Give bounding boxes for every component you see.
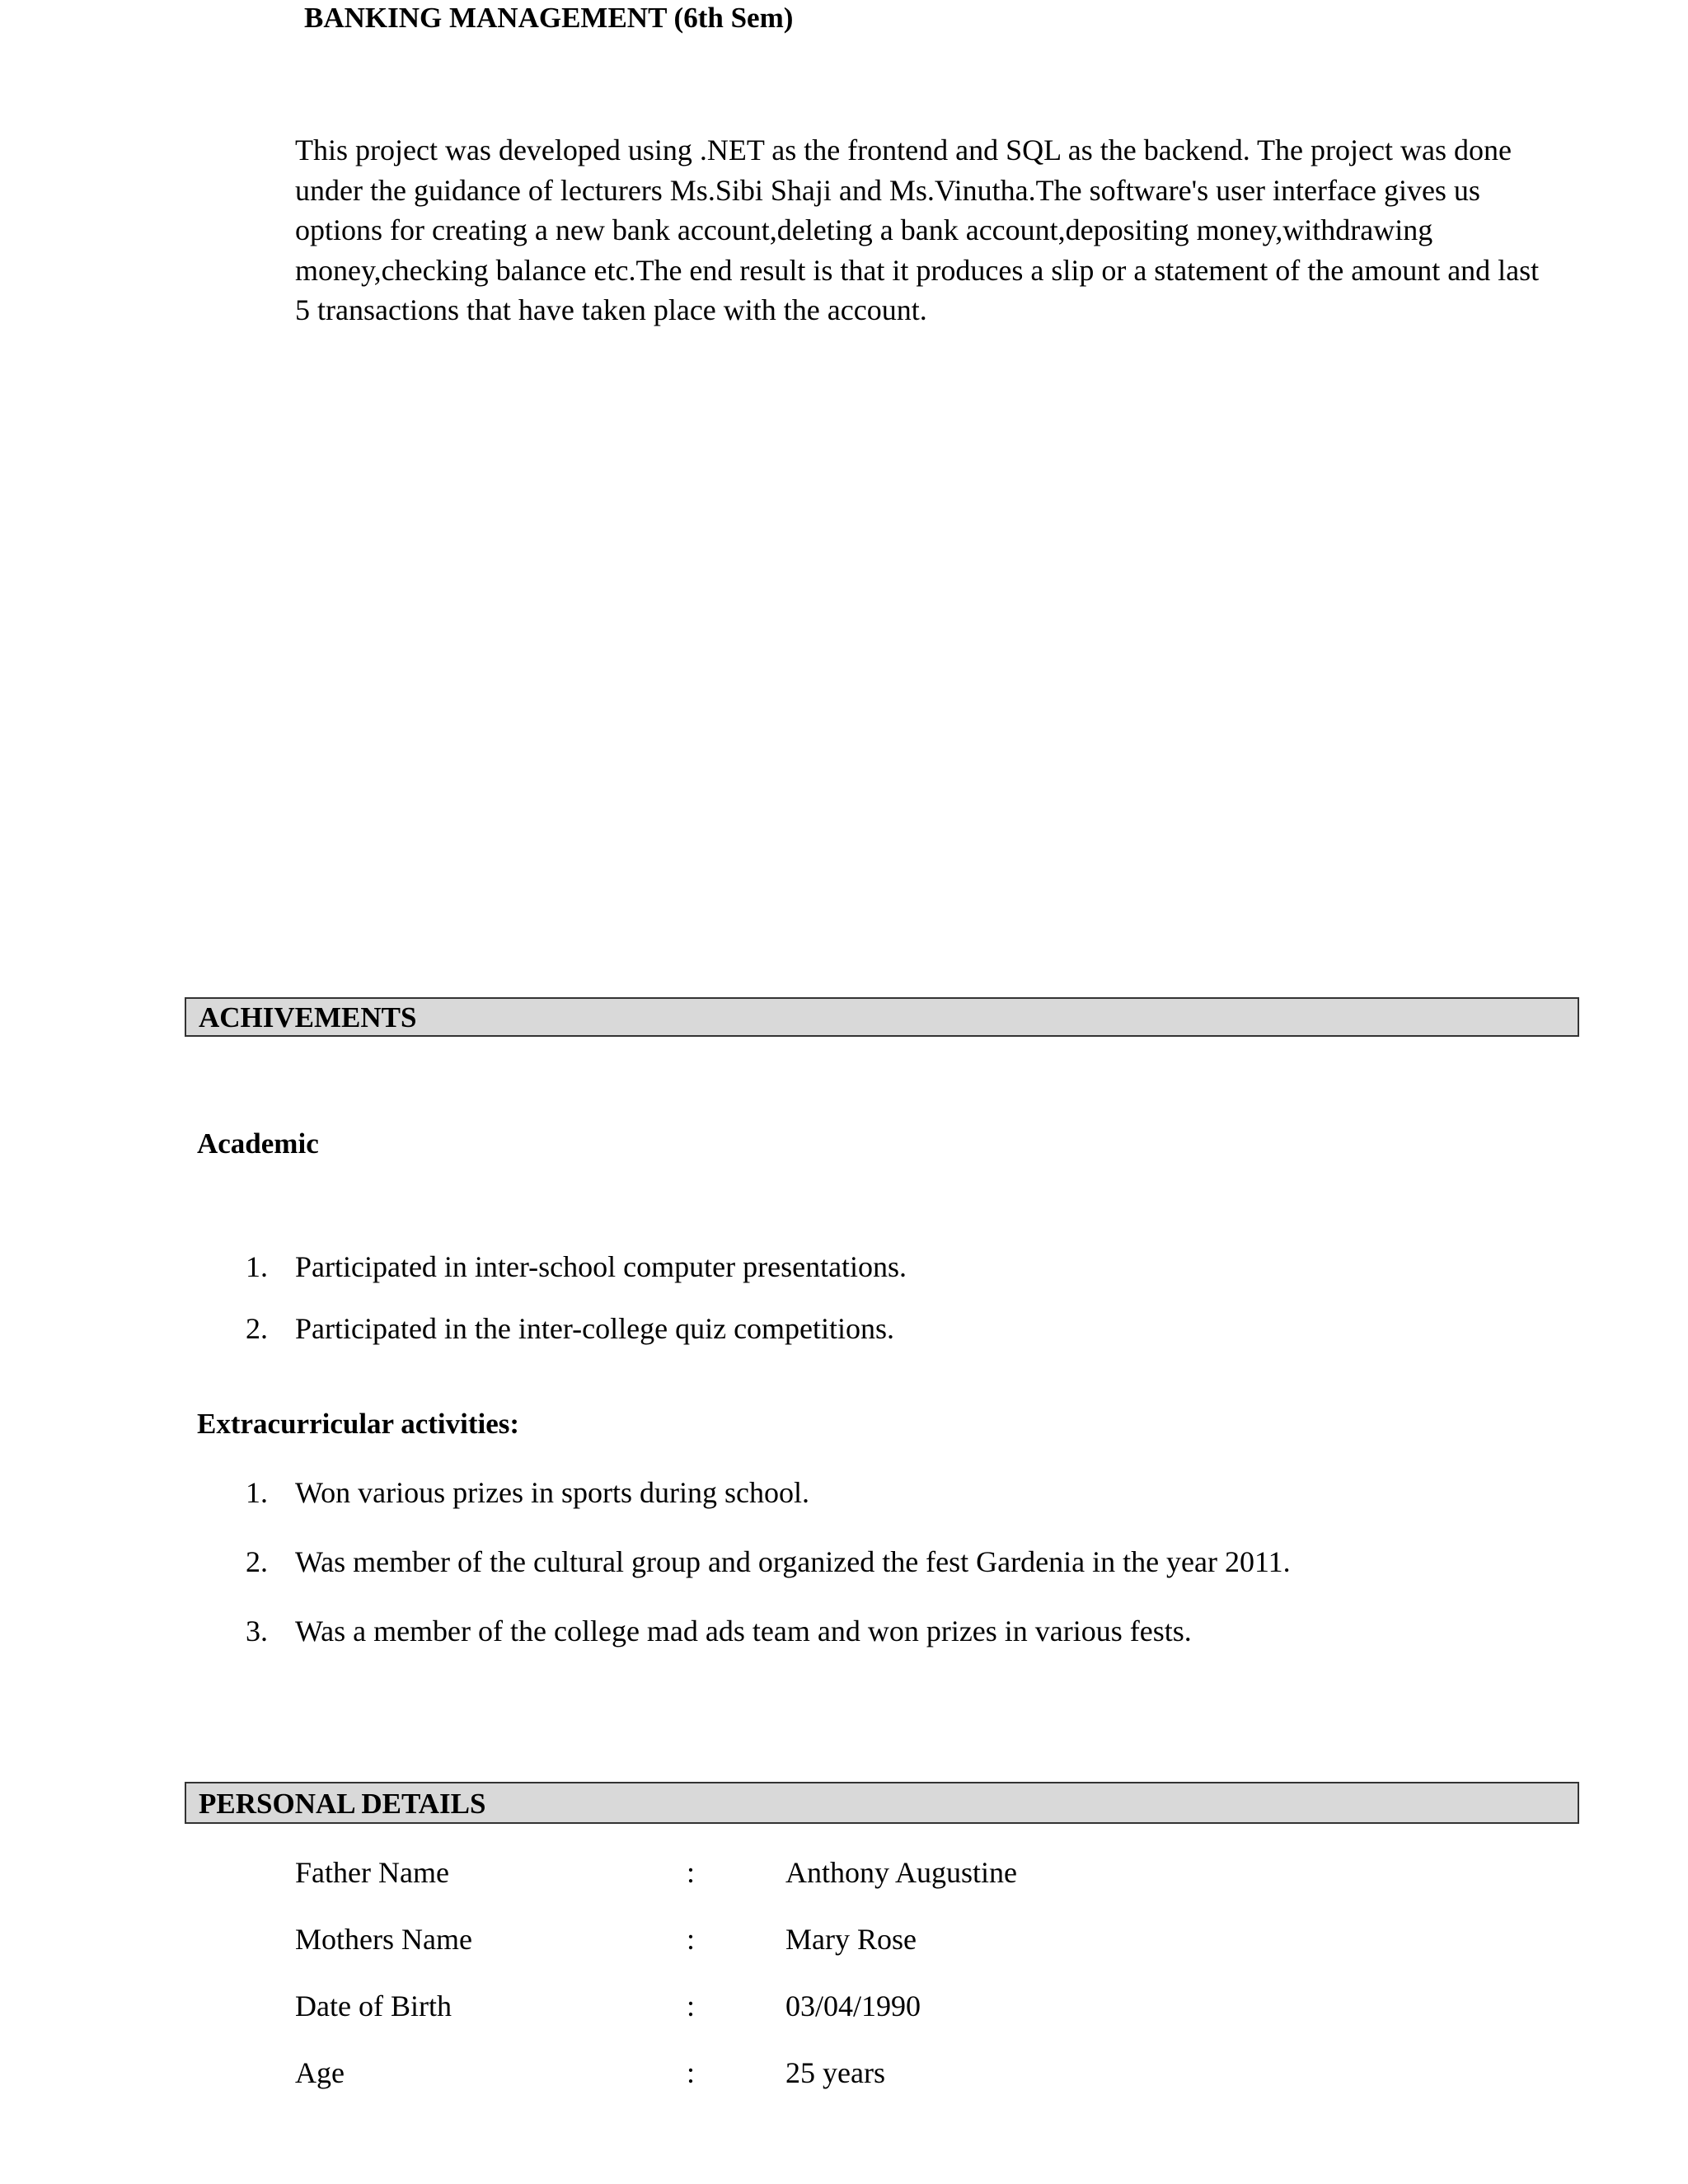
- personal-detail-label: Mothers Name: [295, 1923, 472, 1956]
- extracurricular-heading: Extracurricular activities:: [197, 1408, 520, 1440]
- personal-detail-label: Age: [295, 2056, 345, 2089]
- personal-detail-separator: :: [687, 1856, 696, 1889]
- personal-detail-value: Anthony Augustine: [785, 1856, 1018, 1889]
- list-number: 2.: [246, 1312, 268, 1345]
- list-item: Participated in inter-school computer presentations.: [295, 1250, 907, 1283]
- list-number: 2.: [246, 1545, 268, 1578]
- project-description-line: under the guidance of lecturers Ms.Sibi Shaji and Ms.Vinutha.The software's user interface gives us: [295, 173, 1480, 207]
- personal-detail-label: Father Name: [295, 1856, 449, 1889]
- academic-heading: Academic: [197, 1127, 319, 1160]
- project-description: [295, 130, 1581, 330]
- achievements-section-header: ACHIVEMENTS: [185, 997, 1579, 1037]
- personal-detail-separator: :: [687, 1990, 696, 2022]
- project-title: BANKING MANAGEMENT (6th Sem): [304, 2, 794, 34]
- personal-detail-label: Date of Birth: [295, 1990, 452, 2022]
- personal-detail-value: 03/04/1990: [785, 1990, 921, 2022]
- list-number: 1.: [246, 1250, 268, 1283]
- list-item: Was a member of the college mad ads team and won prizes in various fests.: [295, 1615, 1192, 1647]
- personal-detail-value: Mary Rose: [785, 1923, 917, 1956]
- personal-detail-value: 25 years: [785, 2056, 885, 2089]
- list-item: Participated in the inter-college quiz competitions.: [295, 1312, 895, 1345]
- personal-detail-separator: :: [687, 2056, 696, 2089]
- project-description-line: 5 transactions that have taken place with the account.: [295, 293, 927, 326]
- project-description-line: money,checking balance etc.The end result is that it produces a slip or a statement of the amount and last: [295, 253, 1540, 287]
- project-description-line: This project was developed using .NET as the frontend and SQL as the backend. The project was done: [295, 134, 1512, 166]
- personal-details-section-header: PERSONAL DETAILS: [185, 1782, 1579, 1824]
- list-number: 1.: [246, 1476, 268, 1509]
- project-description-line: options for creating a new bank account,deleting a bank account,depositing money,withdrawing: [295, 213, 1433, 246]
- list-item: Won various prizes in sports during school.: [295, 1476, 810, 1509]
- list-item: Was member of the cultural group and organized the fest Gardenia in the year 2011.: [295, 1545, 1291, 1578]
- personal-detail-separator: :: [687, 1923, 696, 1956]
- list-number: 3.: [246, 1615, 268, 1647]
